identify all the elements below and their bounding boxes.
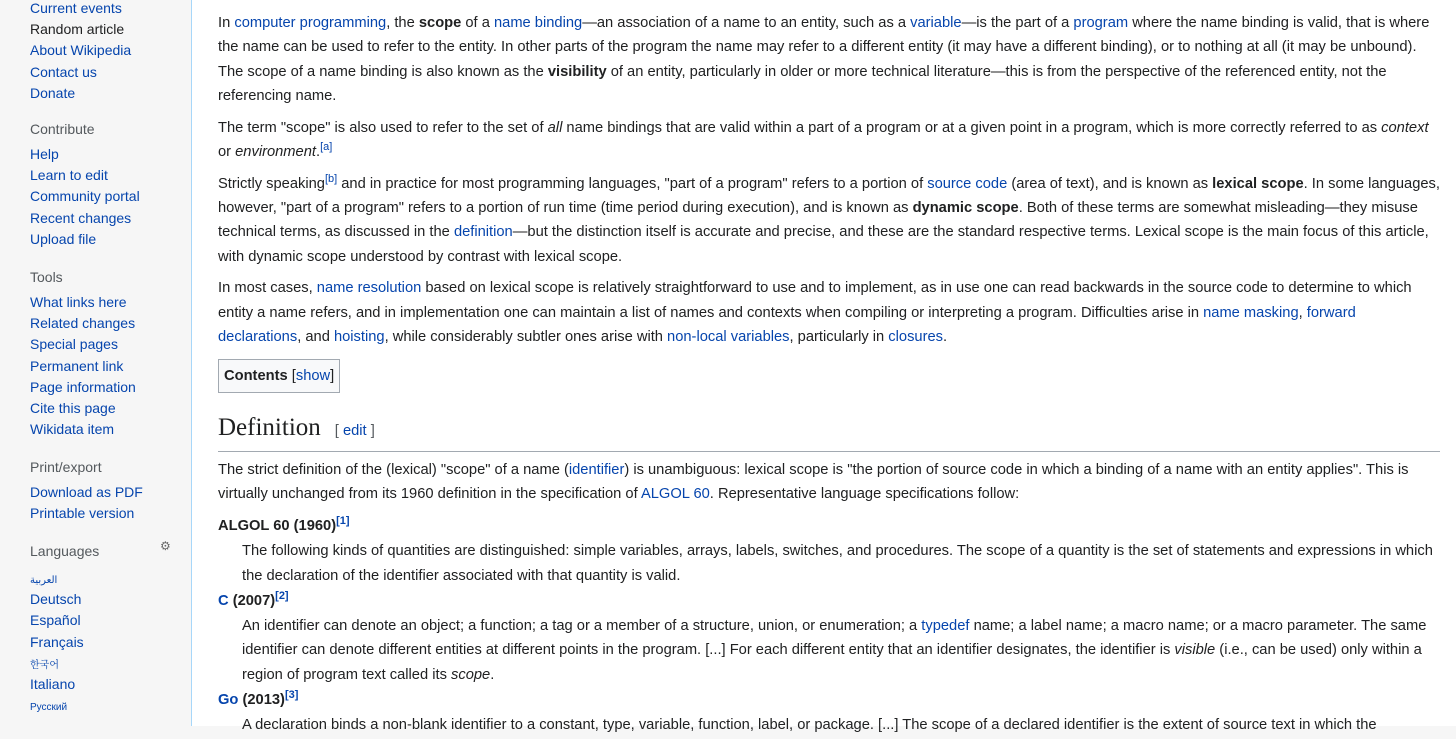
edit-bracket: ] <box>366 422 375 439</box>
text: —but the distinction itself is accurate and precise, and these are the standard respective terms. Lexical scope is the main focus of this article, with dynamic scope understood by contrast with lexical scope. <box>218 224 1429 265</box>
text: . <box>943 329 948 346</box>
toc-bracket: ] <box>330 367 335 384</box>
gear-icon[interactable]: ⚙ <box>160 539 171 553</box>
sidebar-link-cite-this-page[interactable]: Cite this page <box>30 399 116 416</box>
link-hoisting[interactable]: hoisting <box>333 329 385 346</box>
section-heading-definition <box>218 411 1440 452</box>
italic-environment: environment <box>235 143 316 160</box>
text: name; a label name; a macro name; or a macro parameter. The same identifier can denote different entities at different points in the program. [...] For each different entity that an identifier designates, the identifier is <box>242 618 1427 659</box>
link-go[interactable]: Go <box>218 692 239 709</box>
text: (i.e., can be used) only within a region of program text called its <box>242 642 1422 683</box>
link-name-resolution[interactable]: name resolution <box>316 280 422 297</box>
italic-context: context <box>1381 119 1429 136</box>
edit-section <box>335 423 375 439</box>
link-typedef[interactable]: typedef <box>921 618 970 635</box>
sidebar-item[interactable] <box>30 568 99 589</box>
sidebar-link-help[interactable]: Help <box>30 146 59 162</box>
definition-list <box>218 514 1440 738</box>
footnote-a[interactable]: [a] <box>320 141 333 154</box>
definition-term-algol <box>218 514 1440 538</box>
text: based on lexical scope is relatively straightforward to use and to implement, as in use one can read backwards in the source code to determine to which entity a name refers, and in implementation one can maintain a list of names and contexts when compiling or interpreting a program. Difficulties arise in <box>218 280 1412 321</box>
text: , the <box>386 15 419 31</box>
text: The strict definition of the (lexical) "scope" of a name ( <box>218 461 569 478</box>
sidebar-item[interactable] <box>30 674 99 695</box>
sidebar-item[interactable] <box>30 19 131 40</box>
tools-list <box>30 292 136 440</box>
reference-2[interactable]: [2] <box>275 589 289 602</box>
sidebar-link-what-links-here[interactable]: What links here <box>30 294 127 310</box>
link-variable[interactable]: variable <box>910 15 962 31</box>
link-definition[interactable]: definition <box>453 224 513 241</box>
link-identifier[interactable]: identifier <box>568 461 625 478</box>
definition-desc-c <box>242 614 1440 687</box>
tools-heading: Tools <box>30 269 63 285</box>
text: . Both of these terms are somewhat misleading—they misuse technical terms, as discussed in the <box>218 200 1418 241</box>
sidebar-item[interactable] <box>30 313 136 334</box>
sidebar-item[interactable] <box>30 419 136 440</box>
text: where the name binding is valid, that is where the name can be used to refer to the entity. In other parts of the program the name may refer to a different entity (it may have a different binding), or to nothing at all (it may be unbound). The scope of a name binding is also known as the <box>218 15 1430 80</box>
link-forward-declarations[interactable]: forward declarations <box>218 304 1356 346</box>
footnote-b[interactable]: [b] <box>324 172 338 185</box>
table-of-contents <box>218 359 340 393</box>
sidebar-link-language-deutsch[interactable]: Deutsch <box>30 591 82 608</box>
italic-scope: scope <box>451 666 491 683</box>
link-computer-programming[interactable]: computer programming <box>234 15 387 31</box>
bold-visibility: visibility <box>547 63 607 80</box>
sidebar-link-current-events[interactable]: Current events <box>30 0 122 16</box>
sidebar-item[interactable] <box>30 482 143 503</box>
toc-show-toggle[interactable]: show <box>295 367 331 384</box>
sidebar-item[interactable] <box>30 653 99 674</box>
sidebar-item[interactable] <box>30 165 140 186</box>
sidebar-link-language-francais[interactable]: Français <box>30 633 84 650</box>
sidebar-link-special-pages[interactable]: Special pages <box>30 336 118 353</box>
contribute-list <box>30 144 140 250</box>
sidebar-link-download-pdf[interactable]: Download as PDF <box>30 484 143 500</box>
sidebar-item[interactable] <box>30 186 140 207</box>
sidebar-item[interactable] <box>30 377 136 398</box>
sidebar <box>0 0 191 726</box>
contribute-heading: Contribute <box>30 121 95 137</box>
link-closures[interactable]: closures <box>888 329 943 346</box>
sidebar-link-language-russian[interactable]: Русский <box>30 702 68 714</box>
reference-1[interactable]: [1] <box>336 515 350 528</box>
article-body <box>218 0 1440 739</box>
sidebar-link-recent-changes[interactable]: Recent changes <box>30 209 132 226</box>
text: of an entity, particularly in older or more technical literature—this is from the perspective of the referenced entity, not the referencing name. <box>218 63 1387 104</box>
sidebar-link-wikidata-item[interactable]: Wikidata item <box>30 421 115 438</box>
sidebar-item[interactable] <box>30 589 99 610</box>
text: and in practice for most programming languages, "part of a program" refers to a portion of <box>337 175 928 192</box>
sidebar-item[interactable] <box>30 40 131 61</box>
text: In <box>218 15 235 31</box>
edit-bracket: [ <box>334 422 343 439</box>
print-portal <box>0 457 143 524</box>
sidebar-item[interactable] <box>30 62 131 83</box>
languages-portal <box>0 539 171 716</box>
sidebar-link-community-portal[interactable]: Community portal <box>30 188 140 205</box>
definition-desc-algol: The following kinds of quantities are distinguished: simple variables, arrays, labels, switches, and procedures. The scope of a quantity is the set of statements and expressions in which the declaration of the identifier associated with that quantity is valid. <box>242 543 1433 584</box>
sidebar-link-donate[interactable]: Donate <box>30 84 76 101</box>
text: In most cases, <box>218 280 317 297</box>
print-heading: Print/export <box>30 459 102 475</box>
sidebar-link-language-arabic[interactable]: العربية <box>30 575 58 586</box>
text: . Representative language specifications follow: <box>709 486 1020 503</box>
text: . In some languages, however, "part of a program" refers to a portion of run time (time period during execution), and is known as <box>218 175 1440 217</box>
sidebar-item[interactable] <box>30 334 136 355</box>
sidebar-link-language-italiano[interactable]: Italiano <box>30 675 76 692</box>
text: —is the part of a <box>961 15 1074 31</box>
bold-lexical-scope: lexical scope <box>1212 175 1304 192</box>
text: , <box>1298 304 1307 321</box>
term-label: (2013) <box>238 692 285 709</box>
sidebar-link-upload-file[interactable]: Upload file <box>30 230 97 247</box>
text: of a <box>461 15 494 31</box>
sidebar-link-language-espanol[interactable]: Español <box>30 612 81 629</box>
section-title: Definition <box>218 413 321 441</box>
definition-term-c <box>218 589 1440 613</box>
reference-3[interactable]: [3] <box>284 689 299 702</box>
text: An identifier can denote an object; a function; a tag or a member of a structure, union, or enumeration; a <box>242 618 922 635</box>
sidebar-item[interactable] <box>30 144 140 165</box>
tools-portal <box>0 267 136 440</box>
sidebar-link-related-changes[interactable]: Related changes <box>30 315 136 332</box>
sidebar-item[interactable] <box>30 695 99 716</box>
link-c[interactable]: C <box>218 592 229 609</box>
paragraph-most-cases <box>218 276 1440 349</box>
sidebar-item[interactable] <box>30 208 140 229</box>
term-label: ALGOL 60 (1960) <box>218 517 337 534</box>
sidebar-link-contact-us[interactable]: Contact us <box>30 63 97 80</box>
paragraph-intro <box>218 11 1440 108</box>
article-content <box>191 0 1456 734</box>
text: —an association of a name to an entity, such as a <box>582 15 911 31</box>
italic-visible: visible <box>1174 642 1216 659</box>
contribute-portal <box>0 119 140 250</box>
paragraph-scope-term <box>218 116 1440 165</box>
sidebar-link-page-information[interactable]: Page information <box>30 378 136 395</box>
link-name-binding[interactable]: name binding <box>493 15 583 31</box>
text: . <box>315 143 321 160</box>
text: name bindings that are valid within a part of a program or at a given point in a program, which is more correctly referred to as <box>562 119 1382 136</box>
link-source-code[interactable]: source code <box>927 175 1008 192</box>
text: , particularly in <box>789 329 889 346</box>
navigation-portal <box>0 0 131 104</box>
sidebar-link-permanent-link[interactable]: Permanent link <box>30 357 124 374</box>
link-program[interactable]: program <box>1073 15 1129 31</box>
text: or <box>218 143 236 160</box>
text: (area of text), and is known as <box>1007 175 1213 192</box>
sidebar-item[interactable] <box>30 610 99 631</box>
sidebar-item[interactable] <box>30 398 136 419</box>
sidebar-link-about-wikipedia[interactable]: About Wikipedia <box>30 42 132 59</box>
link-non-local-variables[interactable]: non-local variables <box>667 329 790 346</box>
edit-link[interactable]: edit <box>342 422 367 439</box>
paragraph-definition <box>218 458 1440 507</box>
text: The term "scope" is also used to refer to the set of <box>218 119 548 136</box>
sidebar-link-random-article[interactable]: Random article <box>30 21 125 38</box>
definition-desc-go: A declaration binds a non-blank identifier to a constant, type, variable, function, label, or package. [...] The scope of a declared identifier is the extent of source text in which the <box>242 717 1377 734</box>
text: ) is unambiguous: lexical scope is "the portion of source code in which a binding of a name with an entity applies". This is virtually unchanged from its 1960 definition in the specification of <box>218 461 1409 503</box>
bold-dynamic-scope: dynamic scope <box>912 200 1019 217</box>
print-list <box>30 482 143 524</box>
bold-scope: scope <box>418 15 462 31</box>
link-name-masking[interactable]: name masking <box>1203 304 1299 321</box>
sidebar-link-learn-to-edit[interactable]: Learn to edit <box>30 167 108 184</box>
languages-heading: Languages <box>30 543 100 559</box>
sidebar-item[interactable] <box>30 83 131 104</box>
sidebar-link-printable-version[interactable]: Printable version <box>30 505 135 522</box>
languages-list <box>30 568 99 716</box>
toc-bracket: [ <box>291 367 296 384</box>
italic-all: all <box>547 119 563 136</box>
sidebar-item[interactable] <box>30 632 99 653</box>
sidebar-item[interactable] <box>30 503 143 524</box>
text: . <box>490 666 495 683</box>
definition-term-go <box>218 688 1440 712</box>
link-algol-60[interactable]: ALGOL 60 <box>640 486 710 503</box>
term-label: (2007) <box>228 592 276 609</box>
sidebar-item[interactable] <box>30 292 136 313</box>
text: , while considerably subtler ones arise with <box>384 329 668 346</box>
sidebar-item[interactable] <box>30 0 131 19</box>
text: , and <box>297 329 334 346</box>
sidebar-item[interactable] <box>30 356 136 377</box>
sidebar-link-language-korean[interactable]: 한국어 <box>30 659 59 671</box>
sidebar-item[interactable] <box>30 229 140 250</box>
toc-title: Contents <box>224 367 288 384</box>
paragraph-strictly-speaking <box>218 172 1440 269</box>
navigation-list <box>30 0 131 104</box>
text: Strictly speaking <box>218 175 325 192</box>
